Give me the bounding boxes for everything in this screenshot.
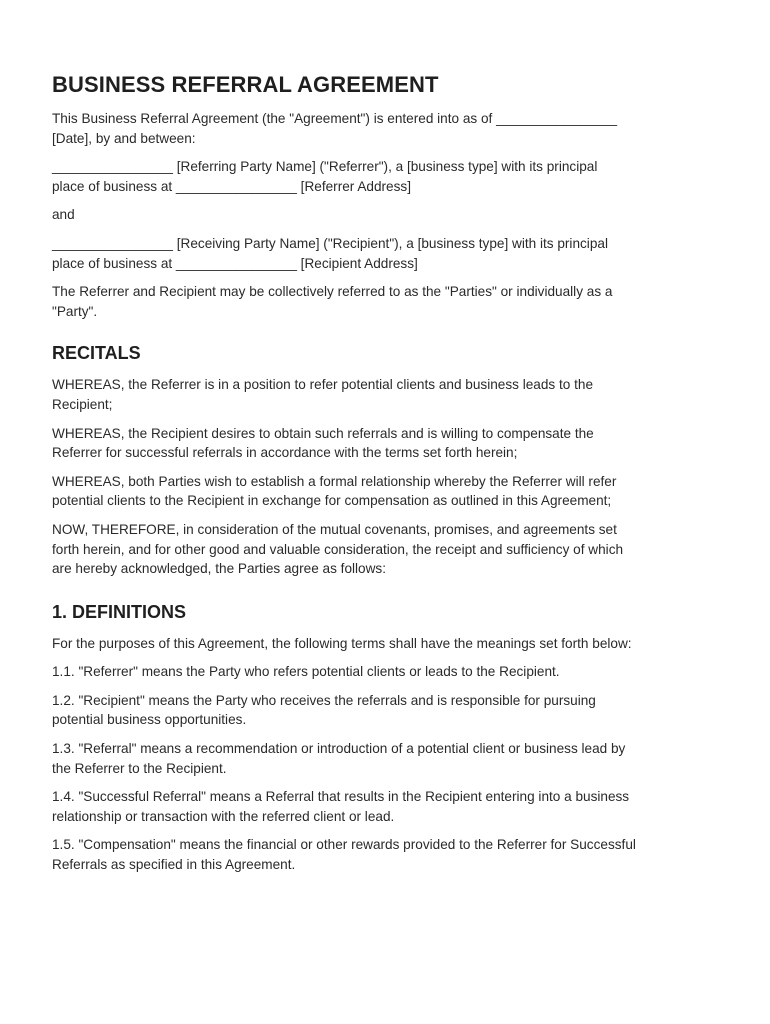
recitals-heading: RECITALS <box>52 343 141 364</box>
intro-paragraph-parties: The Referrer and Recipient may be collectively referred to as the "Parties" or individually as a "Party". <box>52 284 613 319</box>
recital-paragraph: WHEREAS, both Parties wish to establish a formal relationship whereby the Referrer will refer potential clients to the Recipient in exchange for compensation as outlined in this Agreement; <box>52 473 617 509</box>
intro-paragraph-and: and <box>52 207 75 223</box>
intro-paragraph-date: This Business Referral Agreement (the "Agreement") is entered into as of ________________ [Date], by and between: <box>52 111 618 146</box>
definition-item: 1.4. "Successful Referral" means a Referral that results in the Recipient entering into a business relationship or transaction with the referred client or lead. <box>52 789 630 824</box>
intro-paragraph-referrer: ________________ [Referring Party Name] ("Referrer"), a [business type] with its principal place of business at ________________ [Referrer Address] <box>52 159 598 194</box>
recital-paragraph: WHEREAS, the Recipient desires to obtain such referrals and is willing to compensate the Referrer for successful referrals in accordance with the terms set forth herein; <box>52 425 594 461</box>
definition-item: 1.1. "Referrer" means the Party who refers potential clients or leads to the Recipient. <box>52 664 560 680</box>
intro-paragraph-recipient: ________________ [Receiving Party Name] ("Recipient"), a [business type] with its principal place of business at ________________ [Recipient Address] <box>52 235 608 271</box>
recital-paragraph: NOW, THEREFORE, in consideration of the mutual covenants, promises, and agreements set forth herein, and for other good and valuable consideration, the receipt and sufficiency of which are hereby acknowledged, the Parties agree as follows: <box>52 521 624 577</box>
definition-item: 1.3. "Referral" means a recommendation or introduction of a potential client or business lead by the Referrer to the Recipient. <box>52 741 626 776</box>
definitions-intro: For the purposes of this Agreement, the following terms shall have the meanings set forth below: <box>52 635 632 651</box>
definitions-heading: 1. DEFINITIONS <box>52 601 187 622</box>
recital-paragraph: WHEREAS, the Referrer is in a position to refer potential clients and business leads to the Recipient; <box>52 377 594 412</box>
definition-item: 1.5. "Compensation" means the financial or other rewards provided to the Referrer for Successful Referrals as specified in this Agreement. <box>52 837 636 873</box>
document-title: BUSINESS REFERRAL AGREEMENT <box>52 72 439 97</box>
definition-item: 1.2. "Recipient" means the Party who receives the referrals and is responsible for pursuing potential business opportunities. <box>52 692 596 728</box>
